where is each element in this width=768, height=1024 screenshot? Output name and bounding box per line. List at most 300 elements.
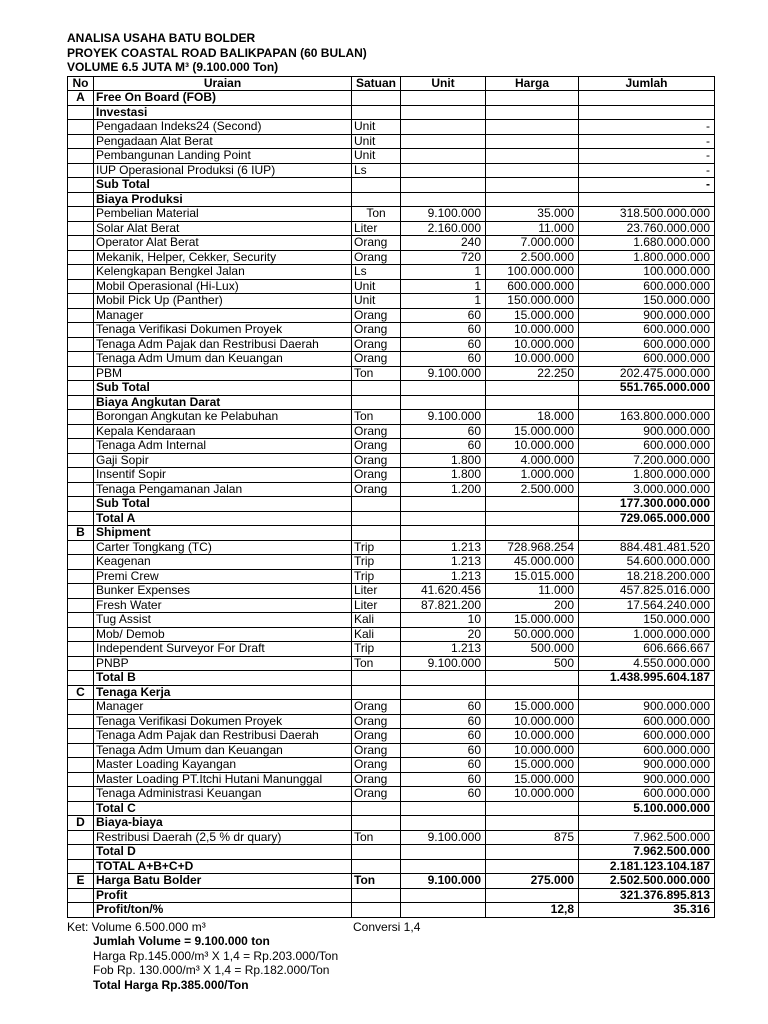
cell-jumlah: 163.800.000.000 <box>579 410 715 425</box>
cell-jumlah <box>579 685 715 700</box>
cell-satuan <box>352 903 401 918</box>
cell-no <box>68 308 94 323</box>
cell-satuan: Orang <box>352 236 401 251</box>
cell-satuan: Ls <box>352 163 401 178</box>
cell-satuan: Liter <box>352 598 401 613</box>
cell-satuan: Orang <box>352 787 401 802</box>
table-row <box>68 743 715 758</box>
cell-jumlah: 1.800.000.000 <box>579 250 715 265</box>
cell-jumlah: 600.000.000 <box>579 743 715 758</box>
cell-no <box>68 569 94 584</box>
cell-uraian: Profit/ton/% <box>94 903 352 918</box>
cell-satuan <box>352 511 401 526</box>
cell-satuan: Trip <box>352 540 401 555</box>
cell-uraian: Premi Crew <box>94 569 352 584</box>
cell-jumlah: 7.962.500.000 <box>579 845 715 860</box>
cell-harga <box>486 859 579 874</box>
cell-no <box>68 758 94 773</box>
cell-satuan: Liter <box>352 584 401 599</box>
cell-harga <box>486 497 579 512</box>
notes-line: Harga Rp.145.000/m³ X 1,4 = Rp.203.000/Ton <box>93 948 339 963</box>
cell-uraian: Pengadaan Indeks24 (Second) <box>94 120 352 135</box>
cell-jumlah <box>579 192 715 207</box>
table-row <box>68 323 715 338</box>
cell-uraian: Tenaga Adm Internal <box>94 439 352 454</box>
cell-uraian: Sub Total <box>94 497 352 512</box>
cell-no <box>68 859 94 874</box>
cell-harga: 22.250 <box>486 366 579 381</box>
cell-harga: 200 <box>486 598 579 613</box>
cell-jumlah: 600.000.000 <box>579 729 715 744</box>
cell-no <box>68 584 94 599</box>
cell-unit <box>401 395 486 410</box>
cell-harga: 150.000.000 <box>486 294 579 309</box>
cell-uraian: Pembelian Material <box>94 207 352 222</box>
cell-harga: 10.000.000 <box>486 337 579 352</box>
cell-uraian: Tenaga Adm Umum dan Keuangan <box>94 743 352 758</box>
cell-jumlah: 7.200.000.000 <box>579 453 715 468</box>
cell-jumlah <box>579 816 715 831</box>
col-header-satuan: Satuan <box>352 76 401 91</box>
cell-no <box>68 787 94 802</box>
cell-harga: 15.000.000 <box>486 700 579 715</box>
cell-unit: 9.100.000 <box>401 830 486 845</box>
table-header-row <box>68 76 715 91</box>
notes-line: Jumlah Volume = 9.100.000 ton <box>93 934 270 948</box>
cell-uraian: Total C <box>94 801 352 816</box>
cell-no <box>68 352 94 367</box>
notes-ket: Ket: Volume 6.500.000 m³ <box>67 919 206 934</box>
cell-unit <box>401 845 486 860</box>
cell-satuan: Unit <box>352 149 401 164</box>
cell-unit: 1 <box>401 294 486 309</box>
cell-harga <box>486 91 579 106</box>
cell-jumlah: 900.000.000 <box>579 700 715 715</box>
cell-jumlah: 1.000.000.000 <box>579 627 715 642</box>
cell-uraian: Tenaga Verifikasi Dokumen Proyek <box>94 714 352 729</box>
col-header-harga: Harga <box>486 76 579 91</box>
cell-unit: 1.213 <box>401 569 486 584</box>
cell-uraian: Tenaga Pengamanan Jalan <box>94 482 352 497</box>
cell-no <box>68 656 94 671</box>
cell-satuan: Liter <box>352 221 401 236</box>
table-row <box>68 149 715 164</box>
cell-harga <box>486 511 579 526</box>
table-row <box>68 250 715 265</box>
table-row <box>68 453 715 468</box>
cell-harga: 50.000.000 <box>486 627 579 642</box>
cell-uraian: Independent Surveyor For Draft <box>94 642 352 657</box>
cell-unit: 60 <box>401 308 486 323</box>
table-row <box>68 265 715 280</box>
cell-jumlah: 18.218.200.000 <box>579 569 715 584</box>
cell-uraian: Mobil Pick Up (Panther) <box>94 294 352 309</box>
cell-unit: 1.200 <box>401 482 486 497</box>
cell-jumlah: 35.316 <box>579 903 715 918</box>
cell-no <box>68 381 94 396</box>
cell-uraian: PNBP <box>94 656 352 671</box>
cell-harga: 10.000.000 <box>486 714 579 729</box>
cell-harga: 15.000.000 <box>486 424 579 439</box>
cell-no <box>68 149 94 164</box>
cell-uraian: Tenaga Adm Umum dan Keuangan <box>94 352 352 367</box>
cell-harga: 35.000 <box>486 207 579 222</box>
cell-no <box>68 888 94 903</box>
cell-satuan <box>352 395 401 410</box>
cell-satuan <box>352 816 401 831</box>
cell-satuan: Trip <box>352 569 401 584</box>
table-row <box>68 105 715 120</box>
cell-jumlah: 5.100.000.000 <box>579 801 715 816</box>
table-row <box>68 381 715 396</box>
cell-uraian: Kepala Kendaraan <box>94 424 352 439</box>
table-row <box>68 555 715 570</box>
cell-unit: 1 <box>401 279 486 294</box>
cell-satuan: Orang <box>352 439 401 454</box>
cell-jumlah <box>579 91 715 106</box>
cell-no <box>68 424 94 439</box>
table-row <box>68 772 715 787</box>
cell-unit <box>401 134 486 149</box>
cell-satuan <box>352 497 401 512</box>
cell-jumlah: 900.000.000 <box>579 424 715 439</box>
cell-harga: 10.000.000 <box>486 729 579 744</box>
cell-unit: 60 <box>401 743 486 758</box>
table-row <box>68 627 715 642</box>
cell-unit <box>401 120 486 135</box>
cell-unit: 1.800 <box>401 468 486 483</box>
cell-jumlah: 7.962.500.000 <box>579 830 715 845</box>
table-row <box>68 656 715 671</box>
table-row <box>68 424 715 439</box>
cell-uraian: Borongan Angkutan ke Pelabuhan <box>94 410 352 425</box>
cell-no <box>68 555 94 570</box>
cell-jumlah: 1.438.995.604.187 <box>579 671 715 686</box>
cell-harga: 2.500.000 <box>486 250 579 265</box>
notes-conversion: Conversi 1,4 <box>353 919 421 934</box>
table-row <box>68 801 715 816</box>
table-row <box>68 830 715 845</box>
cell-uraian: Master Loading PT.Itchi Hutani Manunggal <box>94 772 352 787</box>
cell-no <box>68 453 94 468</box>
table-row <box>68 207 715 222</box>
cell-unit: 9.100.000 <box>401 366 486 381</box>
col-header-uraian: Uraian <box>94 76 352 91</box>
cell-harga: 728.968.254 <box>486 540 579 555</box>
cell-unit: 9.100.000 <box>401 410 486 425</box>
cell-uraian: Shipment <box>94 526 352 541</box>
cell-satuan <box>352 671 401 686</box>
cell-jumlah: 318.500.000.000 <box>579 207 715 222</box>
cell-uraian: Sub Total <box>94 178 352 193</box>
cell-satuan: Orang <box>352 337 401 352</box>
cell-unit <box>401 671 486 686</box>
cell-jumlah: 2.181.123.104.187 <box>579 859 715 874</box>
col-header-unit: Unit <box>401 76 486 91</box>
cell-jumlah: - <box>579 149 715 164</box>
cell-uraian: IUP Operasional Produksi (6 IUP) <box>94 163 352 178</box>
cell-harga: 15.015.000 <box>486 569 579 584</box>
cell-harga <box>486 526 579 541</box>
cell-unit <box>401 149 486 164</box>
cell-no <box>68 265 94 280</box>
cell-jumlah: 884.481.481.520 <box>579 540 715 555</box>
cell-unit <box>401 903 486 918</box>
table-row <box>68 395 715 410</box>
table-row <box>68 511 715 526</box>
cell-harga <box>486 192 579 207</box>
table-row <box>68 163 715 178</box>
cell-uraian: Tenaga Administrasi Keuangan <box>94 787 352 802</box>
cell-jumlah: 17.564.240.000 <box>579 598 715 613</box>
table-row <box>68 845 715 860</box>
cell-jumlah: - <box>579 120 715 135</box>
cell-uraian: Gaji Sopir <box>94 453 352 468</box>
cell-satuan: Ton <box>352 207 401 222</box>
cell-unit: 60 <box>401 700 486 715</box>
cell-no <box>68 163 94 178</box>
cell-jumlah: 600.000.000 <box>579 714 715 729</box>
cell-jumlah: 1.800.000.000 <box>579 468 715 483</box>
cell-satuan: Ton <box>352 410 401 425</box>
table-row <box>68 236 715 251</box>
cell-unit: 60 <box>401 337 486 352</box>
table-row <box>68 859 715 874</box>
cell-jumlah: 54.600.000.000 <box>579 555 715 570</box>
table-row <box>68 134 715 149</box>
cell-no: C <box>68 685 94 700</box>
table-row <box>68 584 715 599</box>
cell-no <box>68 497 94 512</box>
cell-harga <box>486 381 579 396</box>
table-row <box>68 903 715 918</box>
cell-uraian: Bunker Expenses <box>94 584 352 599</box>
cell-no <box>68 279 94 294</box>
cell-uraian: Manager <box>94 700 352 715</box>
cell-jumlah: 600.000.000 <box>579 787 715 802</box>
cell-harga: 10.000.000 <box>486 352 579 367</box>
cell-jumlah: 177.300.000.000 <box>579 497 715 512</box>
cell-no <box>68 714 94 729</box>
cell-satuan: Orang <box>352 700 401 715</box>
cell-harga: 600.000.000 <box>486 279 579 294</box>
cell-uraian: Sub Total <box>94 381 352 396</box>
cell-unit <box>401 526 486 541</box>
cell-satuan: Unit <box>352 120 401 135</box>
cell-unit: 10 <box>401 613 486 628</box>
cell-satuan: Unit <box>352 134 401 149</box>
cell-unit: 9.100.000 <box>401 207 486 222</box>
table-row <box>68 685 715 700</box>
table-row <box>68 439 715 454</box>
cell-satuan: Kali <box>352 627 401 642</box>
cell-harga: 7.000.000 <box>486 236 579 251</box>
cell-harga: 500.000 <box>486 642 579 657</box>
cell-jumlah: 202.475.000.000 <box>579 366 715 381</box>
cell-no <box>68 468 94 483</box>
cell-harga <box>486 801 579 816</box>
cell-unit <box>401 888 486 903</box>
cell-unit <box>401 511 486 526</box>
cell-satuan: Orang <box>352 729 401 744</box>
cell-satuan: Trip <box>352 642 401 657</box>
cell-jumlah: 100.000.000 <box>579 265 715 280</box>
cell-uraian: Tenaga Kerja <box>94 685 352 700</box>
table-row <box>68 482 715 497</box>
cell-no <box>68 221 94 236</box>
cell-satuan <box>352 685 401 700</box>
table-row <box>68 526 715 541</box>
cell-unit <box>401 105 486 120</box>
cell-harga: 275.000 <box>486 874 579 889</box>
cell-jumlah: - <box>579 163 715 178</box>
cell-satuan: Ton <box>352 830 401 845</box>
cell-harga: 10.000.000 <box>486 439 579 454</box>
cell-unit: 60 <box>401 439 486 454</box>
cell-unit: 1.213 <box>401 555 486 570</box>
notes-line: Total Harga Rp.385.000/Ton <box>93 977 249 992</box>
cell-no <box>68 700 94 715</box>
cell-unit: 60 <box>401 323 486 338</box>
table-row <box>68 758 715 773</box>
cell-harga <box>486 845 579 860</box>
cell-harga: 4.000.000 <box>486 453 579 468</box>
cell-no <box>68 671 94 686</box>
cell-jumlah: 600.000.000 <box>579 352 715 367</box>
cell-unit: 60 <box>401 714 486 729</box>
table-row <box>68 352 715 367</box>
cell-satuan: Orang <box>352 352 401 367</box>
cell-unit: 60 <box>401 729 486 744</box>
cell-unit: 2.160.000 <box>401 221 486 236</box>
cell-no <box>68 598 94 613</box>
cell-unit: 1.213 <box>401 540 486 555</box>
table-row <box>68 337 715 352</box>
cell-harga <box>486 163 579 178</box>
cell-no <box>68 337 94 352</box>
cell-satuan: Orang <box>352 772 401 787</box>
table-row <box>68 91 715 106</box>
cell-harga: 1.000.000 <box>486 468 579 483</box>
cell-no <box>68 105 94 120</box>
cell-uraian: Tenaga Adm Pajak dan Restribusi Daerah <box>94 337 352 352</box>
cell-harga <box>486 671 579 686</box>
cell-unit <box>401 91 486 106</box>
cell-jumlah <box>579 526 715 541</box>
cell-jumlah: 2.502.500.000.000 <box>579 874 715 889</box>
cell-satuan <box>352 105 401 120</box>
title-line-3: VOLUME 6.5 JUTA M³ (9.100.000 Ton) <box>67 60 279 74</box>
cell-satuan <box>352 178 401 193</box>
cell-no <box>68 627 94 642</box>
title-line-1: ANALISA USAHA BATU BOLDER <box>67 31 256 45</box>
cell-satuan <box>352 888 401 903</box>
cell-jumlah: 23.760.000.000 <box>579 221 715 236</box>
cell-uraian: Total D <box>94 845 352 860</box>
cell-unit <box>401 685 486 700</box>
cell-satuan: Ton <box>352 366 401 381</box>
title-line-2: PROYEK COASTAL ROAD BALIKPAPAN (60 BULAN) <box>67 45 367 60</box>
table-row <box>68 221 715 236</box>
cell-satuan <box>352 845 401 860</box>
cell-jumlah: - <box>579 134 715 149</box>
cell-uraian: Restribusi Daerah (2,5 % dr quary) <box>94 830 352 845</box>
cell-harga <box>486 888 579 903</box>
table-row <box>68 468 715 483</box>
cell-satuan: Orang <box>352 323 401 338</box>
cell-no: D <box>68 816 94 831</box>
cell-jumlah: 3.000.000.000 <box>579 482 715 497</box>
cell-satuan <box>352 526 401 541</box>
cell-satuan <box>352 801 401 816</box>
table-row <box>68 598 715 613</box>
cell-jumlah: - <box>579 178 715 193</box>
table-row <box>68 178 715 193</box>
cell-satuan: Orang <box>352 308 401 323</box>
cell-unit <box>401 178 486 193</box>
cell-uraian: Free On Board (FOB) <box>94 91 352 106</box>
cell-harga: 15.000.000 <box>486 613 579 628</box>
cell-unit: 60 <box>401 772 486 787</box>
cell-jumlah: 600.000.000 <box>579 439 715 454</box>
table-row <box>68 700 715 715</box>
cell-satuan: Kali <box>352 613 401 628</box>
cell-no <box>68 743 94 758</box>
cell-no <box>68 236 94 251</box>
cell-jumlah: 600.000.000 <box>579 279 715 294</box>
table-row <box>68 120 715 135</box>
cell-satuan: Orang <box>352 714 401 729</box>
cell-harga: 11.000 <box>486 221 579 236</box>
cell-uraian: Pengadaan Alat Berat <box>94 134 352 149</box>
cell-harga <box>486 120 579 135</box>
cell-uraian: Insentif Sopir <box>94 468 352 483</box>
cell-harga <box>486 149 579 164</box>
cell-satuan <box>352 91 401 106</box>
cell-harga: 2.500.000 <box>486 482 579 497</box>
cell-unit <box>401 192 486 207</box>
cell-satuan: Orang <box>352 482 401 497</box>
cost-analysis-table <box>67 76 715 918</box>
cell-jumlah: 600.000.000 <box>579 337 715 352</box>
cell-uraian: Manager <box>94 308 352 323</box>
cell-uraian: Profit <box>94 888 352 903</box>
cell-no <box>68 192 94 207</box>
cell-jumlah: 1.680.000.000 <box>579 236 715 251</box>
table-row <box>68 613 715 628</box>
cell-satuan: Trip <box>352 555 401 570</box>
cell-unit <box>401 381 486 396</box>
cell-no <box>68 903 94 918</box>
document-page <box>67 31 715 992</box>
cell-unit: 41.620.456 <box>401 584 486 599</box>
table-row <box>68 888 715 903</box>
cell-no <box>68 134 94 149</box>
cell-unit <box>401 816 486 831</box>
cell-uraian: Mobil Operasional (Hi-Lux) <box>94 279 352 294</box>
cell-satuan: Orang <box>352 453 401 468</box>
cell-no <box>68 772 94 787</box>
table-body <box>68 91 715 918</box>
cell-uraian: Tenaga Adm Pajak dan Restribusi Daerah <box>94 729 352 744</box>
cell-no <box>68 642 94 657</box>
cell-harga <box>486 134 579 149</box>
cell-harga: 500 <box>486 656 579 671</box>
cell-unit: 60 <box>401 787 486 802</box>
cell-no <box>68 395 94 410</box>
cell-uraian: Fresh Water <box>94 598 352 613</box>
cell-no: E <box>68 874 94 889</box>
